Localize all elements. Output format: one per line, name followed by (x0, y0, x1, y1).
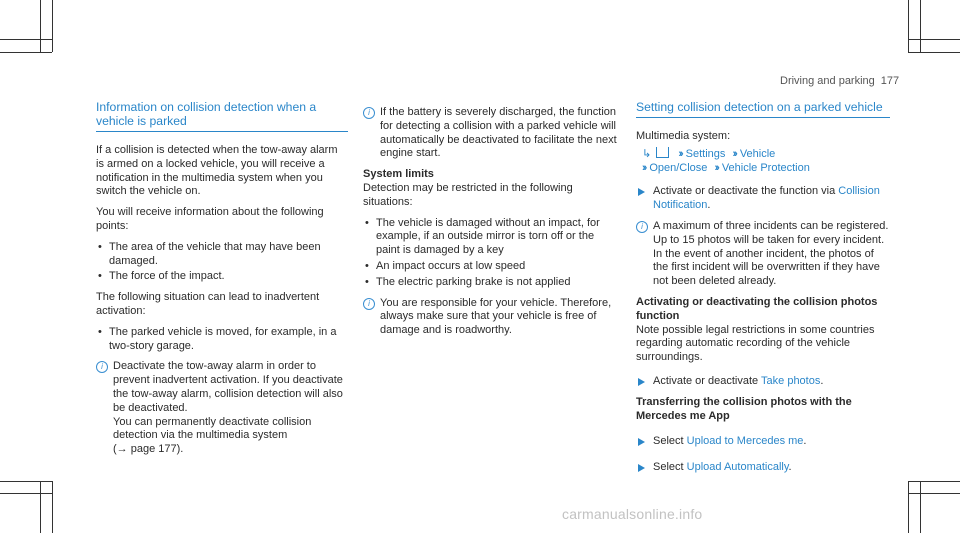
crop-mark (52, 481, 53, 533)
crop-mark (908, 481, 960, 482)
menu-path (636, 146, 890, 162)
return-arrow-icon: ↳ (642, 147, 652, 160)
column-1 (96, 100, 348, 464)
crop-mark (908, 0, 909, 52)
subheading: Transferring the collision photos with the Mercedes me App (636, 395, 852, 422)
step-text: . (803, 435, 807, 448)
info-icon: i (363, 298, 375, 310)
menu-link-open-close[interactable]: Open/Close (649, 161, 708, 174)
chevron-right-icon: ›› (732, 147, 736, 160)
section-heading: Setting collision detection on a parked vehicle (636, 100, 890, 118)
menu-link-vehicle[interactable]: Vehicle (739, 147, 776, 160)
list-item: • The area of the vehicle that may have been damaged. (96, 241, 348, 269)
info-note (96, 360, 348, 457)
home-icon[interactable] (656, 147, 669, 158)
crop-mark (52, 0, 53, 52)
section-heading: Information on collision detection when a vehicle is parked (96, 100, 348, 132)
running-header (780, 75, 899, 89)
menu-link-vehicle-protection[interactable]: Vehicle Protection (721, 161, 810, 174)
list-item: • The parked vehicle is moved, for example, in a two-story garage. (96, 326, 348, 354)
info-text: You can permanently deactivate collision detection via the multimedia system (113, 415, 312, 442)
take-photos-link[interactable]: Take photos (761, 374, 821, 387)
crop-mark (0, 481, 52, 482)
collision-notification-link[interactable]: Collision Notification (653, 185, 880, 212)
paragraph: Note possible legal restrictions in some countries regarding automatic recording of the vehicle surroundings. (636, 323, 875, 364)
page-reference-link[interactable]: (→ page 177). (113, 443, 184, 456)
step-text: Activate or deactivate the function via (653, 185, 836, 198)
upload-to-mercedes-me-link[interactable]: Upload to Mercedes me (686, 435, 804, 448)
crop-mark (908, 39, 960, 40)
list-item: • The force of the impact. (96, 270, 348, 284)
info-note (636, 220, 890, 289)
crop-mark (40, 481, 41, 533)
step-arrow-icon (638, 464, 645, 472)
column-3 (636, 100, 890, 482)
list-item: • The electric parking brake is not applied (363, 276, 620, 290)
paragraph: Detection may be restricted in the following situations: (363, 181, 573, 208)
instruction-step (636, 375, 890, 389)
crop-mark (40, 0, 41, 52)
paragraph: Multimedia system: (636, 130, 731, 142)
paragraph: If a collision is detected when the tow-away alarm is armed on a locked vehicle, you will receive a notification in the multimedia system when you switch the vehicle on. (96, 144, 338, 198)
subheading: System limits (363, 168, 434, 181)
step-arrow-icon (638, 188, 645, 196)
step-text: . (707, 199, 711, 212)
step-text: Select (653, 435, 684, 448)
bullet-list (363, 217, 620, 290)
bullet-list (96, 326, 348, 354)
bullet-list (96, 241, 348, 284)
crop-mark (920, 481, 921, 533)
info-text: If the battery is severely discharged, the function for detecting a collision with a parked vehicle will automatically be deactivated to facilitate the next engine start. (380, 106, 617, 160)
instruction-step (636, 185, 890, 213)
chevron-right-icon: ›› (714, 161, 718, 174)
upload-automatically-link[interactable]: Upload Automatically (686, 461, 789, 474)
info-icon: i (636, 221, 648, 233)
crop-mark (908, 481, 909, 533)
info-note (363, 106, 620, 161)
crop-mark (908, 52, 960, 53)
info-icon: i (96, 361, 108, 373)
step-arrow-icon (638, 438, 645, 446)
step-text: . (788, 461, 792, 474)
crop-mark (908, 493, 960, 494)
watermark: carmanualsonline.info (562, 506, 703, 522)
chevron-right-icon: ›› (678, 147, 682, 160)
crop-mark (0, 39, 52, 40)
info-icon: i (363, 107, 375, 119)
section-title: Driving and parking (780, 75, 875, 87)
paragraph: You will receive information about the following points: (96, 206, 324, 232)
instruction-step (636, 461, 890, 475)
crop-mark (0, 52, 52, 53)
paragraph: The following situation can lead to inadvertent activation: (96, 291, 320, 317)
list-item: • The vehicle is damaged without an impact, for example, if an outside mirror is torn off or the paint is damaged by a key (363, 217, 620, 258)
step-text: Activate or deactivate (653, 374, 759, 387)
step-text: Select (653, 461, 684, 474)
step-arrow-icon (638, 378, 645, 386)
crop-mark (920, 0, 921, 52)
instruction-step (636, 435, 890, 449)
info-text: You are responsible for your vehicle. Therefore, always make sure that your vehicle is free of damage and is roadworthy. (380, 296, 612, 337)
info-text: A maximum of three incidents can be registered. Up to 15 photos will be taken for every incident. In the event of another incident, the photos of the first incident will be overwritten if they have not been deleted already. (653, 219, 889, 288)
subheading: Activating or deactivating the collision photos function (636, 295, 878, 322)
column-2 (363, 106, 620, 345)
step-text: . (820, 374, 824, 387)
page-number: 177 (880, 75, 900, 87)
info-note (363, 297, 620, 338)
info-text: Deactivate the tow-away alarm in order to prevent inadvertent activation. If you deactivate the tow-away alarm, collision detection will also be deactivated. (113, 360, 343, 414)
chevron-right-icon: ›› (642, 161, 646, 174)
list-item: • An impact occurs at low speed (363, 260, 620, 274)
crop-mark (0, 493, 52, 494)
menu-path (636, 162, 890, 176)
menu-link-settings[interactable]: Settings (685, 147, 726, 160)
